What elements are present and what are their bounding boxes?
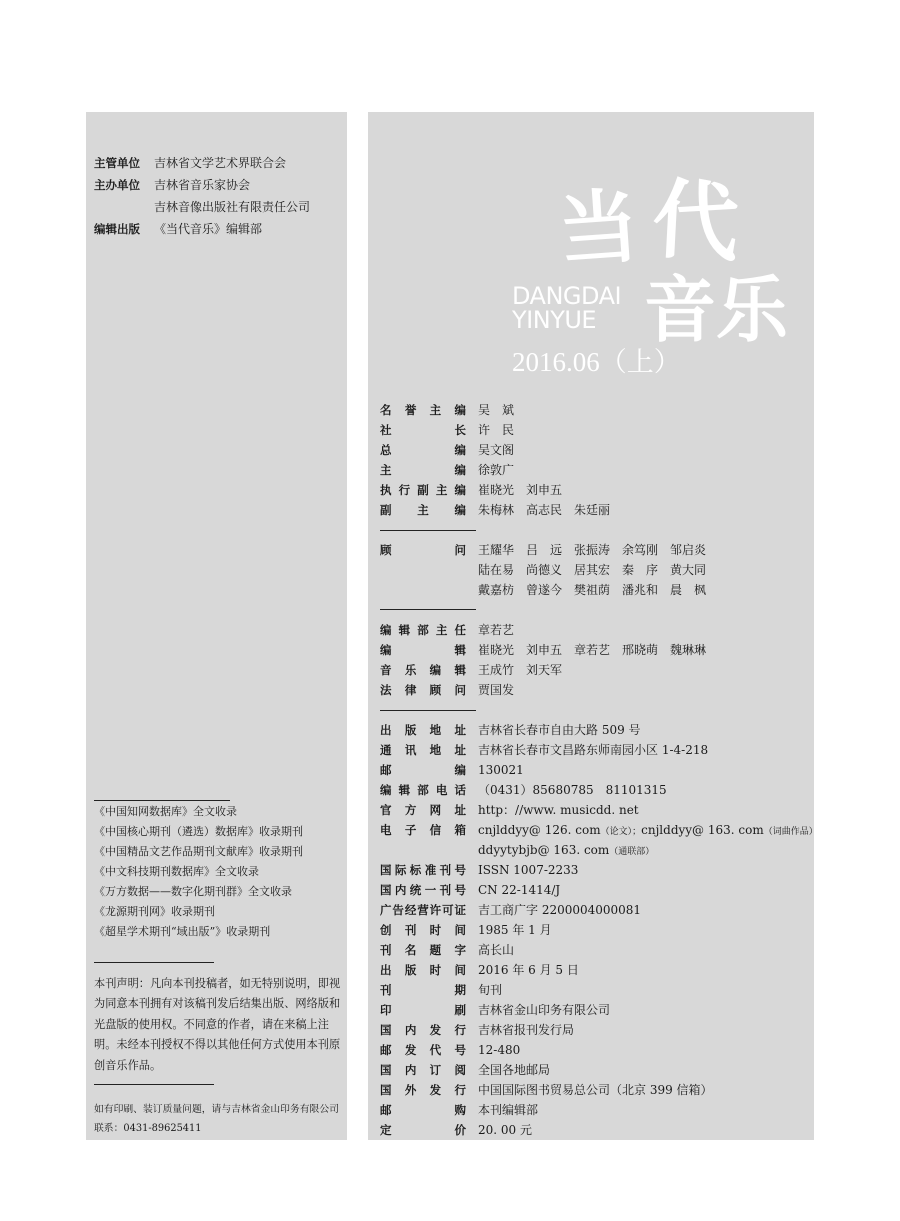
latin-title-line1: DANGDAI <box>512 282 622 310</box>
email-address: cnjlddyy@ 126. com <box>478 823 601 837</box>
calligraphy-logo: 音乐 <box>644 267 789 352</box>
pub-printer: 吉林省金山印务有限公司 <box>478 1003 611 1017</box>
pub-date: 2016 年 6 月 5 日 <box>478 963 579 977</box>
index-item: 《万方数据——数字化期刊群》全文收录 <box>94 885 292 898</box>
pub-email <box>478 820 818 842</box>
pub-label: 邮发代号 <box>380 1043 466 1057</box>
editor-row <box>380 640 706 660</box>
pub-row <box>380 1000 610 1020</box>
index-item: 《超星学术期刊“域出版”》收录期刊 <box>94 925 271 938</box>
adviser-row <box>380 540 706 560</box>
pub-label: 刊期 <box>380 983 466 997</box>
divider <box>380 710 476 711</box>
index-item: 《龙源期刊网》收录期刊 <box>94 905 215 918</box>
pub-postcode: 130021 <box>478 763 524 777</box>
pub-row <box>380 900 641 920</box>
editor-row <box>380 620 514 640</box>
pub-row <box>380 1080 713 1100</box>
pub-row <box>380 980 502 1000</box>
pub-label: 通讯地址 <box>380 743 466 757</box>
pub-label: 广告经营许可证 <box>380 903 466 917</box>
pub-row <box>380 780 667 800</box>
pub-row <box>380 1120 532 1140</box>
pub-label: 邮购 <box>380 1103 466 1117</box>
adviser-names: 陆在易 尚德义 居其宏 秦 序 黄大同 <box>478 563 707 577</box>
divider <box>380 609 476 610</box>
editor-label: 编辑 <box>380 643 466 657</box>
email-note: （通联部） <box>609 847 655 857</box>
staff-label: 主编 <box>380 463 466 477</box>
pub-label: 国外发行 <box>380 1083 466 1097</box>
masthead-panel <box>368 112 818 1140</box>
pub-website: http：//www. musicdd. net <box>478 803 639 817</box>
staff-label: 执行副主编 <box>380 483 466 497</box>
staff-row <box>380 440 514 460</box>
adviser-names: 戴嘉枋 曾遂今 樊祖荫 潘兆和 晨 枫 <box>478 583 707 597</box>
editor-value: 王成竹 刘天军 <box>478 663 563 677</box>
pub-period: 旬刊 <box>478 983 503 997</box>
credit-label: 主管单位 <box>94 156 140 170</box>
staff-row <box>380 480 562 500</box>
staff-label: 社长 <box>380 423 466 437</box>
pub-phone: （0431）85680785 81101315 <box>478 783 667 797</box>
staff-label: 总编 <box>380 443 466 457</box>
email-address: cnjlddyy@ 163. com <box>641 823 764 837</box>
pub-row <box>380 1040 520 1060</box>
pub-label: 电子信箱 <box>380 823 466 837</box>
adviser-names: 王耀华 吕 远 张振涛 余笃刚 邹启炎 <box>478 543 707 557</box>
pub-row <box>380 940 514 960</box>
editor-label: 音乐编辑 <box>380 663 466 677</box>
pub-distributor: 吉林省报刊发行局 <box>478 1023 575 1037</box>
divider <box>380 530 476 531</box>
pub-mail-address: 吉林省长春市文昌路东师南园小区 1-4-218 <box>478 743 709 757</box>
staff-row <box>380 500 610 520</box>
staff-row <box>380 420 514 440</box>
pub-row <box>380 920 552 940</box>
pub-label: 刊名题字 <box>380 943 466 957</box>
pub-row <box>380 860 578 880</box>
pub-row <box>380 820 818 840</box>
pub-row <box>380 760 524 780</box>
editor-value: 崔晓光 刘申五 章若艺 邢晓萌 魏琳琳 <box>478 643 707 657</box>
credit-row <box>94 176 250 193</box>
credit-row <box>94 220 262 237</box>
pub-founded: 1985 年 1 月 <box>478 923 552 937</box>
credit-label: 编辑出版 <box>94 222 140 236</box>
credit-label: 主办单位 <box>94 178 140 192</box>
pub-row <box>380 880 560 900</box>
pub-mail-order: 本刊编辑部 <box>478 1103 539 1117</box>
divider <box>94 800 230 801</box>
index-item: 《中国核心期刊（遴选）数据库》收录期刊 <box>94 825 303 838</box>
pub-title-writer: 高长山 <box>478 943 515 957</box>
staff-value: 徐敦广 <box>478 463 515 477</box>
issue-number: 2016.06（上） <box>512 347 681 377</box>
staff-row <box>380 460 514 480</box>
editor-label: 编辑部主任 <box>380 623 466 637</box>
pub-label: 印刷 <box>380 1003 466 1017</box>
index-item: 《中国精品文艺作品期刊文献库》收录期刊 <box>94 845 303 858</box>
staff-value: 朱梅林 高志民 朱廷丽 <box>478 503 611 517</box>
pub-row <box>380 720 641 740</box>
latin-title-line2: YINYUE <box>512 306 597 334</box>
pub-label: 邮编 <box>380 763 466 777</box>
divider <box>94 1084 214 1085</box>
email-address: ddyytybjb@ 163. com <box>478 843 610 857</box>
pub-label: 国内统一刊号 <box>380 883 466 897</box>
pub-postal-code: 12-480 <box>478 1043 521 1057</box>
pub-row <box>380 1060 550 1080</box>
pub-label: 出版地址 <box>380 723 466 737</box>
editor-value: 贾国发 <box>478 683 515 697</box>
staff-label: 副主编 <box>380 503 466 517</box>
credit-row <box>94 154 286 171</box>
credit-value: 吉林省音乐家协会 <box>154 178 251 192</box>
pub-label: 定价 <box>380 1123 466 1137</box>
editor-row <box>380 660 562 680</box>
staff-value: 许 民 <box>478 423 515 437</box>
left-info-panel <box>86 112 347 1140</box>
staff-row <box>380 400 514 420</box>
editor-row <box>380 680 514 700</box>
copyright-statement: 本刊声明：凡向本刊投稿者，如无特别说明，即视为同意本刊拥有对该稿刊发后结集出版、网络版和光盘版的使用权。不同意的作者，请在来稿上注明。未经本刊授权不得以其他任何方式使用本刊原创音乐作品。 <box>94 977 341 1072</box>
pub-ad-license: 吉工商广字 2200004000081 <box>478 903 642 917</box>
email-note: （论文）； <box>600 827 642 837</box>
pub-issn: ISSN 1007-2233 <box>478 863 579 877</box>
pub-address: 吉林省长春市自由大路 509 号 <box>478 723 641 737</box>
staff-label: 名誉主编 <box>380 403 466 417</box>
adviser-label: 顾问 <box>380 543 466 557</box>
pub-cn: CN 22-1414/J <box>478 883 561 897</box>
index-item: 《中国知网数据库》全文收录 <box>94 805 237 818</box>
staff-value: 吴文阁 <box>478 443 515 457</box>
pub-price: 20. 00 元 <box>478 1123 532 1137</box>
credit-row <box>94 198 310 215</box>
pub-label: 编辑部电话 <box>380 783 466 797</box>
email-note: （词曲作品） <box>763 827 818 837</box>
pub-label: 国内订阅 <box>380 1063 466 1077</box>
pub-label: 官方网址 <box>380 803 466 817</box>
pub-label: 创刊时间 <box>380 923 466 937</box>
calligraphy-logo: 代 <box>650 168 742 275</box>
calligraphy-logo: 当 <box>555 178 642 278</box>
pub-row <box>380 1020 574 1040</box>
credit-value: 吉林省文学艺术界联合会 <box>154 156 287 170</box>
print-quality-footnote: 如有印刷、装订质量问题，请与吉林省金山印务有限公司联系：0431-89625411 <box>94 1104 339 1134</box>
pub-subscription: 全国各地邮局 <box>478 1063 551 1077</box>
staff-value: 崔晓光 刘申五 <box>478 483 563 497</box>
pub-foreign-dist: 中国国际图书贸易总公司（北京 399 信箱） <box>478 1083 713 1097</box>
editor-value: 章若艺 <box>478 623 515 637</box>
credit-value: 吉林音像出版社有限责任公司 <box>154 200 311 214</box>
pub-label: 出版时间 <box>380 963 466 977</box>
index-item: 《中文科技期刊数据库》全文收录 <box>94 865 259 878</box>
index-list <box>94 802 344 942</box>
pub-label: 国际标准刊号 <box>380 863 466 877</box>
divider <box>94 962 214 963</box>
pub-label: 国内发行 <box>380 1023 466 1037</box>
editor-label: 法律顾问 <box>380 683 466 697</box>
pub-email-cont <box>478 840 654 860</box>
pub-row <box>380 960 579 980</box>
pub-row <box>380 1100 538 1120</box>
pub-row <box>380 800 639 820</box>
pub-row <box>380 740 708 760</box>
credit-value: 《当代音乐》编辑部 <box>154 222 263 236</box>
staff-value: 吴 斌 <box>478 403 515 417</box>
